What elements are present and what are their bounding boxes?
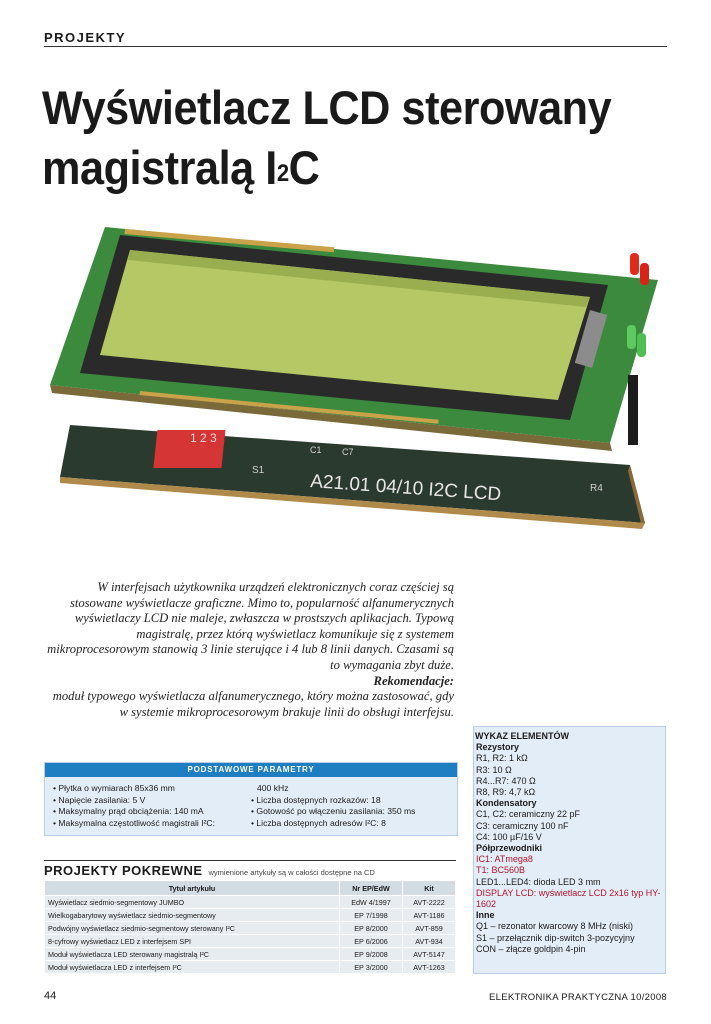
parameters-title: PODSTAWOWE PARAMETRY [45,763,457,777]
parameter-item: • Maksymalna częstotliwość magistrali I²C: [53,817,216,828]
article-intro [44,580,454,720]
parts-list-item: R8, R9: 4,7 kΩ [476,787,536,798]
parts-list-category: Kondensatory [476,798,537,809]
parts-list-item: LED1...LED4: dioda LED 3 mm [476,876,601,887]
title-line-2: magistralą $I^2C$ [42,141,320,194]
related-projects-table [44,880,456,974]
parameter-item: • Napięcie zasilania: 5 V [53,794,146,805]
intro-text: W interfejsach użytkownika urządzeń elektronicznych coraz częściej są stosowane wyświetlacze graficzne. Mimo to, popularność alfanumerycznych wyświetlaczy LCD nie maleje, zwłaszcza w prostszych aplikacjach. Typową magistralę, przez którą wyświetlacz komunikuje się z systemem mikroprocesorowym stanowią 3 linie sterujące i 4 lub 8 linii danych. Czasami są to wymagania zbyt duże. [47,580,454,672]
lcd-module-photo [30,215,680,545]
recommendation-label: Rekomendacje: [373,673,454,688]
page-number: 44 [44,990,57,1002]
parameter-item: • Liczba dostępnych adresów I²C: 8 [251,817,386,828]
parts-list-category: Inne [476,910,495,921]
pcb-silkscreen: A21.01 04/10 I2C LCD [309,471,502,506]
parts-list-category: Rezystory [476,742,520,753]
parameter-item: • Gotowość po włączeniu zasilania: 350 ms [251,806,416,816]
parts-list-item: R1, R2: 1 kΩ [476,753,528,764]
parts-list-item: S1 – przełącznik dip-switch 3-pozycyjny [476,932,635,943]
table-row: Wyświetlacz siedmio-segmentowy JUMBO EdW 4/1997 AVT-2222 [45,896,456,909]
related-projects-title: PROJEKTY POKREWNE [44,863,203,878]
parameter-item: • Płytka o wymiarach 85x36 mm [53,783,175,793]
related-projects-subtitle: wymienione artykuły są w całości dostępne na CD [208,868,375,877]
article-title [42,78,631,198]
parts-list-item: C1, C2: ceramiczny 22 pF [476,809,581,820]
parameter-item: 400 kHz [257,783,289,793]
svg-text:C1: C1 [310,445,322,455]
parts-list-item: IC1: ATmega8 [476,854,533,865]
parameters-left-column [53,783,251,829]
column-header: Nr EP/EdW [340,881,403,896]
table-row: Moduł wyświetlacza LED z interfejsem I²C EP 3/2000 AVT-1263 [45,961,456,974]
section-label: PROJEKTY [44,30,127,45]
dip-switch-label: 1 2 3 [190,431,217,445]
parts-list-box [473,726,666,974]
parameter-item: • Maksymalny prąd obciążenia: 140 mA [53,806,204,816]
parts-list-item: Q1 – rezonator kwarcowy 8 MHz (niski) [476,921,634,932]
table-row: Podwójny wyświetlacz siedmio-segmentowy sterowany I²C EP 8/2000 AVT-859 [45,922,456,935]
parts-list-item: C3: ceramiczny 100 nF [476,820,569,831]
table-row: Wielkogabarytowy wyświetlacz siedmio-segmentowy EP 7/1998 AVT-1186 [45,909,456,922]
parts-list-items [474,742,665,955]
magazine-footer: ELEKTRONIKA PRAKTYCZNA 10/2008 [489,992,667,1003]
column-header: Tytuł artykułu [45,881,340,896]
table-row: 8-cyfrowy wyświetlacz LED z interfejsem SPI EP 6/2006 AVT-934 [45,935,456,948]
recommendation-text: moduł typowego wyświetlacza alfanumerycznego, który można zastosować, gdy w systemie mikroprocesorowym brakuje linii do obsługi interfejsu. [52,689,454,719]
parameter-item: • Liczba dostępnych rozkazów: 18 [251,794,381,805]
parts-list-item: T1: BC560B [476,865,526,876]
svg-text:S1: S1 [252,465,265,476]
header-rule [44,46,667,47]
basic-parameters-box [44,762,458,836]
parts-list-item: R4...R7: 470 Ω [476,775,536,786]
table-row: Moduł wyświetlacza LED sterowany magistralą I²C EP 9/2008 AVT-5147 [45,948,456,961]
parameters-right-column [251,783,449,829]
parts-list-title: WYKAZ ELEMENTÓW [475,731,569,741]
parts-list-item: C4: 100 µF/16 V [476,831,542,842]
parts-list-category: Półprzewodniki [476,843,543,854]
related-projects [44,860,456,974]
svg-text:C7: C7 [342,447,354,457]
column-header: Kit [403,881,456,896]
title-line-1: Wyświetlacz LCD sterowany [42,81,612,134]
svg-text:R4: R4 [590,483,603,494]
parts-list-item: DISPLAY LCD: wyświetlacz LCD 2x16 typ HY-1602 [476,887,661,910]
parts-list-item: CON – złącze goldpin 4-pin [476,943,586,954]
parts-list-item: R3: 10 Ω [476,764,512,775]
